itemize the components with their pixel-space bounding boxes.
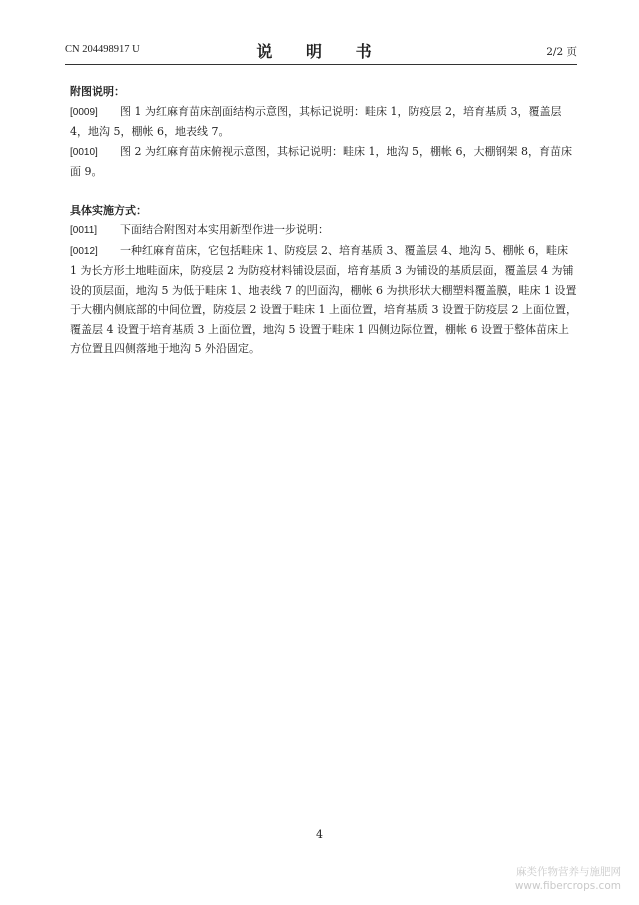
paragraph [70, 241, 577, 359]
paragraph-number: [0011] [70, 225, 98, 236]
document-title: 说 明 书 [256, 42, 386, 61]
paragraph [70, 220, 577, 241]
publication-number: CN 204498917 U [65, 44, 140, 55]
watermark-url: www.fibercrops.com [514, 880, 621, 892]
section-embodiment [70, 201, 577, 359]
section-heading: 具体实施方式： [70, 203, 147, 217]
paragraph-number: [0012] [70, 245, 98, 257]
section-spacer [70, 182, 577, 201]
paragraph-number: [0009] [70, 106, 98, 118]
document-body [70, 82, 577, 359]
section-heading: 附图说明： [70, 85, 125, 98]
paragraph [70, 102, 577, 142]
page-indicator: 2/2 页 [546, 46, 577, 58]
section-drawings [70, 82, 577, 182]
paragraph [70, 142, 577, 182]
paragraph-text: 一种红麻育苗床，它包括畦床 1、防疫层 2、培育基质 3、覆盖层 4、地沟 5、棚帐 6，畦床 1 为长方形土地畦面床，防疫层 2 为防疫材料铺设层面，培育基质 3 为铺设的基质层面，覆盖层 4 为铺设的顶层面，地沟 5 为低于畦床 1、地表线 7 的凹面沟，棚帐 6 为拱形状大棚塑料覆盖膜，畦床 1 设置于大棚内侧底部的中间位置，防疫层 2 设置于畦床 1 上面位置，培育基质 3 设置于防疫层 2 上面位置，覆盖层 4 设置于培育基质 3 上面位置，地沟 5 设置于畦床 1 四侧边际位置，棚帐 6 设置于整体苗床上方位置且四侧落地于地沟 5 外沿固定。 [70, 243, 577, 355]
site-watermark [515, 865, 621, 893]
page-number: 4 [316, 828, 323, 841]
watermark-site-name: 麻类作物营养与施肥网 [516, 866, 621, 878]
paragraph-text: 下面结合附图对本实用新型作进一步说明： [120, 223, 329, 236]
page-header [65, 38, 577, 65]
paragraph-number: [0010] [70, 146, 98, 158]
paragraph-text: 图 2 为红麻育苗床俯视示意图，其标记说明：畦床 1，地沟 5，棚帐 6，大棚钢架 8，育苗床面 9。 [70, 144, 572, 178]
paragraph-text: 图 1 为红麻育苗床剖面结构示意图，其标记说明：畦床 1，防疫层 2，培育基质 3，覆盖层 4，地沟 5，棚帐 6，地表线 7。 [70, 104, 562, 138]
